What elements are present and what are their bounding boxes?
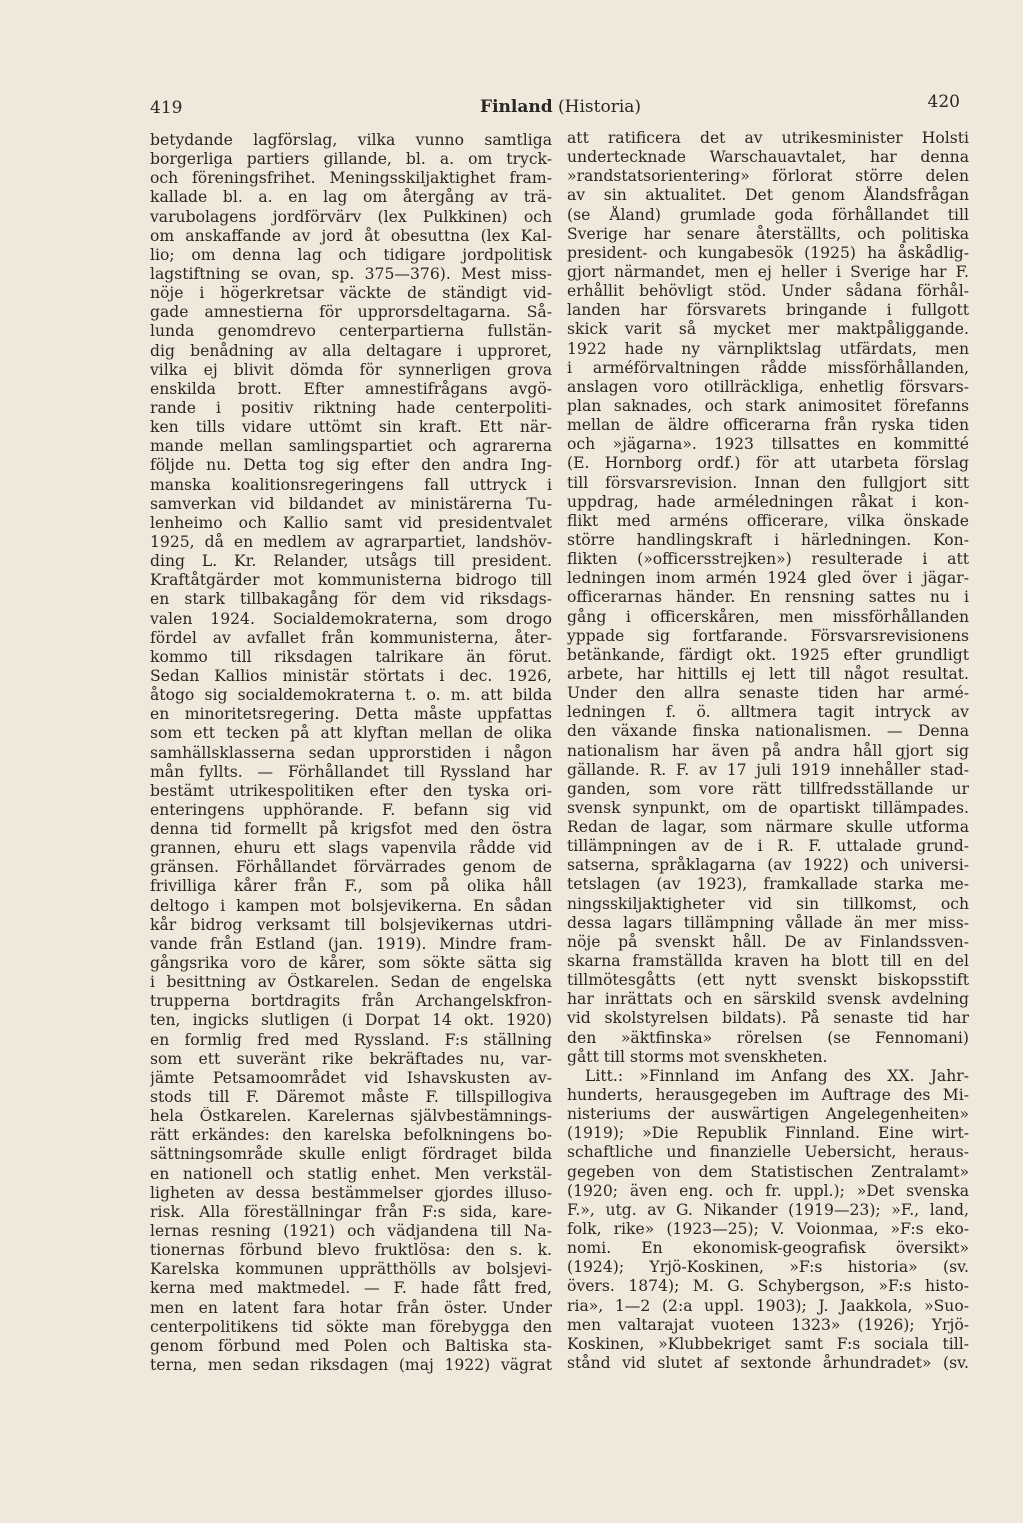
text-line: arbete, har hittills ej lett till något resultat.: [567, 664, 969, 683]
text-line: vilka ej blivit dömda för synnerligen grova: [150, 360, 552, 379]
text-line: till försvarsrevision. Innan den fullgjort sitt: [567, 473, 969, 492]
text-line: (se Åland) grumlade goda förhållandet till: [567, 205, 969, 224]
text-line: genom förbund med Polen och Baltiska sta-: [150, 1336, 552, 1355]
text-line: sättningsområde skulle enligt fördraget bilda: [150, 1145, 552, 1164]
text-line: en minoritetsregering. Detta måste uppfattas: [150, 705, 552, 724]
text-line: övers. 1874); M. G. Schybergson, »F:s histo-: [567, 1277, 969, 1296]
text-line: »randstatsorientering» förlorat större delen: [567, 167, 969, 186]
text-line: och »jägarna». 1923 tillsattes en kommitté: [567, 435, 969, 454]
text-line: samhällsklasserna sedan upprorstiden i någon: [150, 743, 552, 762]
text-line: flikten (»officersstrejken») resulterade i att: [567, 550, 969, 569]
text-line: betänkande, färdigt okt. 1925 efter grundligt: [567, 645, 969, 664]
text-line: skick varit så mycket mer maktpåliggande.: [567, 320, 969, 339]
text-line: Redan de lagar, som närmare skulle utforma: [567, 818, 969, 837]
page-number-left: 419: [150, 98, 183, 118]
right-column: [567, 129, 969, 1373]
text-line: dessa lagars tillämpning vållade än mer miss-: [567, 913, 969, 932]
text-line: nisteriums der auswärtigen Angelegenheiten»: [567, 1105, 969, 1124]
text-line: bestämt utrikespolitiken efter den tyska ori-: [150, 781, 552, 800]
text-line: i besittning av Östkarelen. Sedan de engelska: [150, 973, 552, 992]
text-line: ding L. Kr. Relander, utsågs till president.: [150, 552, 552, 571]
text-line: grannen, ehuru ett slags vapenvila rådde vid: [150, 839, 552, 858]
text-line: ledningen inom armén 1924 gled över i jägar-: [567, 569, 969, 588]
text-line: undertecknade Warschauavtalet, har denna: [567, 148, 969, 167]
text-line: men valtarajat vuoteen 1323» (1926); Yrjö-: [567, 1315, 969, 1334]
text-line: ken tills vidare uttömt sin kraft. Ett när-: [150, 418, 552, 437]
text-line: som ett tecken på att klyftan mellan de olika: [150, 724, 552, 743]
text-line: vande från Estland (jan. 1919). Mindre fram-: [150, 934, 552, 953]
text-line: deltogo i kampen mot bolsjevikerna. En sådan: [150, 896, 552, 915]
running-title: [480, 97, 641, 117]
text-line: gällande. R. F. av 17 juli 1919 innehåller stad-: [567, 760, 969, 779]
text-line: Sedan Kallios ministär störtats i dec. 1926,: [150, 666, 552, 685]
text-line: Litt.: »Finnland im Anfang des XX. Jahr-: [585, 1066, 969, 1085]
text-line: folk, rike» (1923—25); V. Voionmaa, »F:s eko-: [567, 1220, 969, 1239]
text-line: jämte Petsamoområdet vid Ishavskusten av-: [150, 1068, 552, 1087]
text-line: ledningen f. ö. alltmera tagit intryck av: [567, 703, 969, 722]
text-line: svensk synpunkt, om de opartiskt tillämpades.: [567, 798, 969, 817]
text-line: varubolagens jordförvärv (lex Pulkkinen) och: [150, 207, 552, 226]
text-line: nöje på svenskt håll. De av Finlandssven-: [567, 932, 969, 951]
text-line: mån fyllts. — Förhållandet till Ryssland har: [150, 762, 552, 781]
text-line: risk. Alla föreställningar från F:s sida, kare-: [150, 1202, 552, 1221]
page-header: [150, 92, 960, 122]
text-line: följde nu. Detta tog sig efter den andra Ing-: [150, 456, 552, 475]
text-line: lagstiftning se ovan, sp. 375—376). Mest miss-: [150, 264, 552, 283]
text-line: landen har försvarets bringande i fullgott: [567, 301, 969, 320]
text-line: och föreningsfrihet. Meningsskiljaktighet fram-: [150, 169, 552, 188]
text-line: Kraftåtgärder mot kommunisterna bidrogo till: [150, 571, 552, 590]
text-line: rande i positiv riktning hade centerpoliti-: [150, 398, 552, 417]
text-line: en stark tillbakagång för dem vid riksdags-: [150, 590, 552, 609]
text-line: har inrättats och en särskild svensk avdelning: [567, 990, 969, 1009]
text-line: Under den allra senaste tiden har armé-: [567, 684, 969, 703]
text-line: denna tid formellt på krigsfot med den östra: [150, 820, 552, 839]
text-line: kår bidrog verksamt till bolsjevikernas utdri-: [150, 915, 552, 934]
text-line: lenheimo och Kallio samt vid presidentvalet: [150, 513, 552, 532]
text-line: tionernas förbund blevo fruktlösa: den s. k.: [150, 1241, 552, 1260]
text-line: samverkan vid bildandet av ministärerna Tu-: [150, 494, 552, 513]
text-line: hunderts, herausgegeben im Auftrage des Mi-: [567, 1086, 969, 1105]
text-line: gångsrika voro de kårer, som sökte sätta sig: [150, 954, 552, 973]
text-line: Koskinen, »Klubbekriget samt F:s sociala till-: [567, 1334, 969, 1353]
text-line: betydande lagförslag, vilka vunno samtliga: [150, 131, 552, 149]
text-line: schaftliche und finanzielle Uebersicht, heraus-: [567, 1143, 969, 1162]
text-line: en nationell och statlig enhet. Men verkstäl-: [150, 1164, 552, 1183]
text-line: gjort närmandet, men ej heller i Sverige har F.: [567, 262, 969, 281]
running-title-main: Finland: [480, 97, 553, 117]
text-line: hela Östkarelen. Karelernas självbestämnings-: [150, 1107, 552, 1126]
text-line: åtogo sig socialdemokraterna t. o. m. att bilda: [150, 686, 552, 705]
text-line: Sverige har senare återställts, och politiska: [567, 224, 969, 243]
text-line: gått till storms mot svenskheten.: [567, 1047, 828, 1066]
text-line: flikt med arméns officerare, vilka önskade: [567, 511, 969, 530]
text-line: erhållit behövligt stöd. Under sådana förhål-: [567, 282, 969, 301]
text-line: yppade sig fortfarande. Försvarsrevisionens: [567, 626, 969, 645]
text-line: ningsskiljaktigheter vid sin tillkomst, och: [567, 894, 969, 913]
text-line: ligheten av dessa bestämmelser gjordes illuso-: [150, 1183, 552, 1202]
text-line: 1922 hade ny värnpliktslag utfärdats, men: [567, 339, 969, 358]
text-line: 1925, då en medlem av agrarpartiet, landshöv-: [150, 532, 552, 551]
text-line: mellan de äldre officerarna från ryska tiden: [567, 416, 969, 435]
text-line: tetslagen (av 1923), framkallade starka me-: [567, 875, 969, 894]
text-line: plan saknades, och stark animositet förefanns: [567, 396, 969, 415]
text-line: (E. Hornborg ordf.) för att utarbeta förslag: [567, 454, 969, 473]
text-line: lunda genomdrevo centerpartierna fullstän-: [150, 322, 552, 341]
text-line: mande mellan samlingspartiet och agrarerna: [150, 437, 552, 456]
text-line: lernas resning (1921) och vädjandena till Na-: [150, 1222, 552, 1241]
text-line: kommo till riksdagen talrikare än förut.: [150, 647, 552, 666]
text-line: lio; om denna lag och tidigare jordpolitisk: [150, 245, 552, 264]
text-line: att ratificera det av utrikesminister Holsti: [567, 129, 969, 147]
text-line: som ett suveränt rike bekräftades nu, var-: [150, 1049, 552, 1068]
text-line: dig benådning av alla deltagare i upproret,: [150, 341, 552, 360]
text-line: tillmötesgåtts (ett nytt svenskt biskopsstift: [567, 971, 969, 990]
text-line: nationalism har även på andra håll gjort sig: [567, 741, 969, 760]
text-line: nöje i högerkretsar väckte de ständigt vid-: [150, 284, 552, 303]
text-line: F.», utg. av G. Nikander (1919—23); »F., land,: [567, 1200, 969, 1219]
left-column: [150, 131, 552, 1375]
text-line: (1919); »Die Republik Finnland. Eine wirt-: [567, 1124, 969, 1143]
text-line: frivilliga kårer från F., som på olika håll: [150, 877, 552, 896]
text-line: centerpolitikens tid sökte man förebygga den: [150, 1317, 552, 1336]
text-line: kallade bl. a. en lag om återgång av trä-: [150, 188, 552, 207]
text-line: om anskaffande av jord åt obesuttna (lex Kal-: [150, 226, 552, 245]
text-line: valen 1924. Socialdemokraterna, som drogo: [150, 609, 552, 628]
text-line: vid skolstyrelsen bildats). På senaste tid har: [567, 1009, 969, 1028]
text-line: en formlig fred med Ryssland. F:s ställning: [150, 1030, 552, 1049]
text-line: gränsen. Förhållandet förvärrades genom de: [150, 858, 552, 877]
text-line: uppdrag, hade arméledningen råkat i kon-: [567, 492, 969, 511]
text-line: rätt erkändes: den karelska befolkningens bo-: [150, 1126, 552, 1145]
text-line: (1920; även eng. och fr. uppl.); »Det svenska: [567, 1181, 969, 1200]
text-line: ganden, som vore rätt tillfredsställande ur: [567, 779, 969, 798]
text-line: gegeben von dem Statistischen Zentralamt»: [567, 1162, 969, 1181]
running-title-sub: (Historia): [558, 97, 642, 117]
text-line: ten, ingicks slutligen (i Dorpat 14 okt. 1920): [150, 1011, 552, 1030]
text-line: i arméförvaltningen rådde missförhållanden,: [567, 358, 969, 377]
text-line: borgerliga partiers gillande, bl. a. om tryck-: [150, 150, 552, 169]
text-line: kerna med maktmedel. — F. hade fått fred,: [150, 1279, 552, 1298]
text-line: manska koalitionsregeringens fall uttryck i: [150, 475, 552, 494]
text-line: terna, men sedan riksdagen (maj 1922) vägrat: [150, 1356, 552, 1374]
text-line: större handlingskraft i härledningen. Kon-: [567, 530, 969, 549]
text-line: officerarnas händer. En rensning sattes nu i: [567, 588, 969, 607]
text-line: stånd vid slutet af sextonde århundradet» (sv.: [567, 1354, 969, 1372]
text-line: gång i officerskåren, men missförhållanden: [567, 607, 969, 626]
text-line: enskilda brott. Efter amnestifrågans avgö-: [150, 379, 552, 398]
text-line: stods till F. Däremot måste F. tillspillogiva: [150, 1088, 552, 1107]
text-line: skarna framställda kraven ha blott till en del: [567, 952, 969, 971]
text-line: trupperna bortdragits från Archangelskfron-: [150, 992, 552, 1011]
text-line: (1924); Yrjö-Koskinen, »F:s historia» (sv.: [567, 1258, 969, 1277]
text-line: enteringens upphörande. F. befann sig vid: [150, 800, 552, 819]
text-line: president- och kungabesök (1925) ha åskådlig-: [567, 243, 969, 262]
text-line: av sin aktualitet. Det genom Ålandsfrågan: [567, 186, 969, 205]
page-number-right: 420: [927, 92, 960, 112]
text-line: Karelska kommunen upprätthölls av bolsjevi-: [150, 1260, 552, 1279]
text-line: fördel av avfallet från kommunisterna, åter-: [150, 628, 552, 647]
text-line: nomi. En ekonomisk-geografisk översikt»: [567, 1239, 969, 1258]
text-line: tillämpningen av de i R. F. uttalade grund-: [567, 837, 969, 856]
text-line: den »äktfinska» rörelsen (se Fennomani): [567, 1028, 969, 1047]
text-line: ria», 1—2 (2:a uppl. 1903); J. Jaakkola, »Suo-: [567, 1296, 969, 1315]
text-line: anslagen voro otillräckliga, enhetlig försvars-: [567, 377, 969, 396]
text-line: men en latent fara hotar från öster. Under: [150, 1298, 552, 1317]
text-line: gade amnestierna för upprorsdeltagarna. Så-: [150, 303, 552, 322]
text-line: den växande finska nationalismen. — Denna: [567, 722, 969, 741]
text-line: satserna, språklagarna (av 1922) och universi-: [567, 856, 969, 875]
